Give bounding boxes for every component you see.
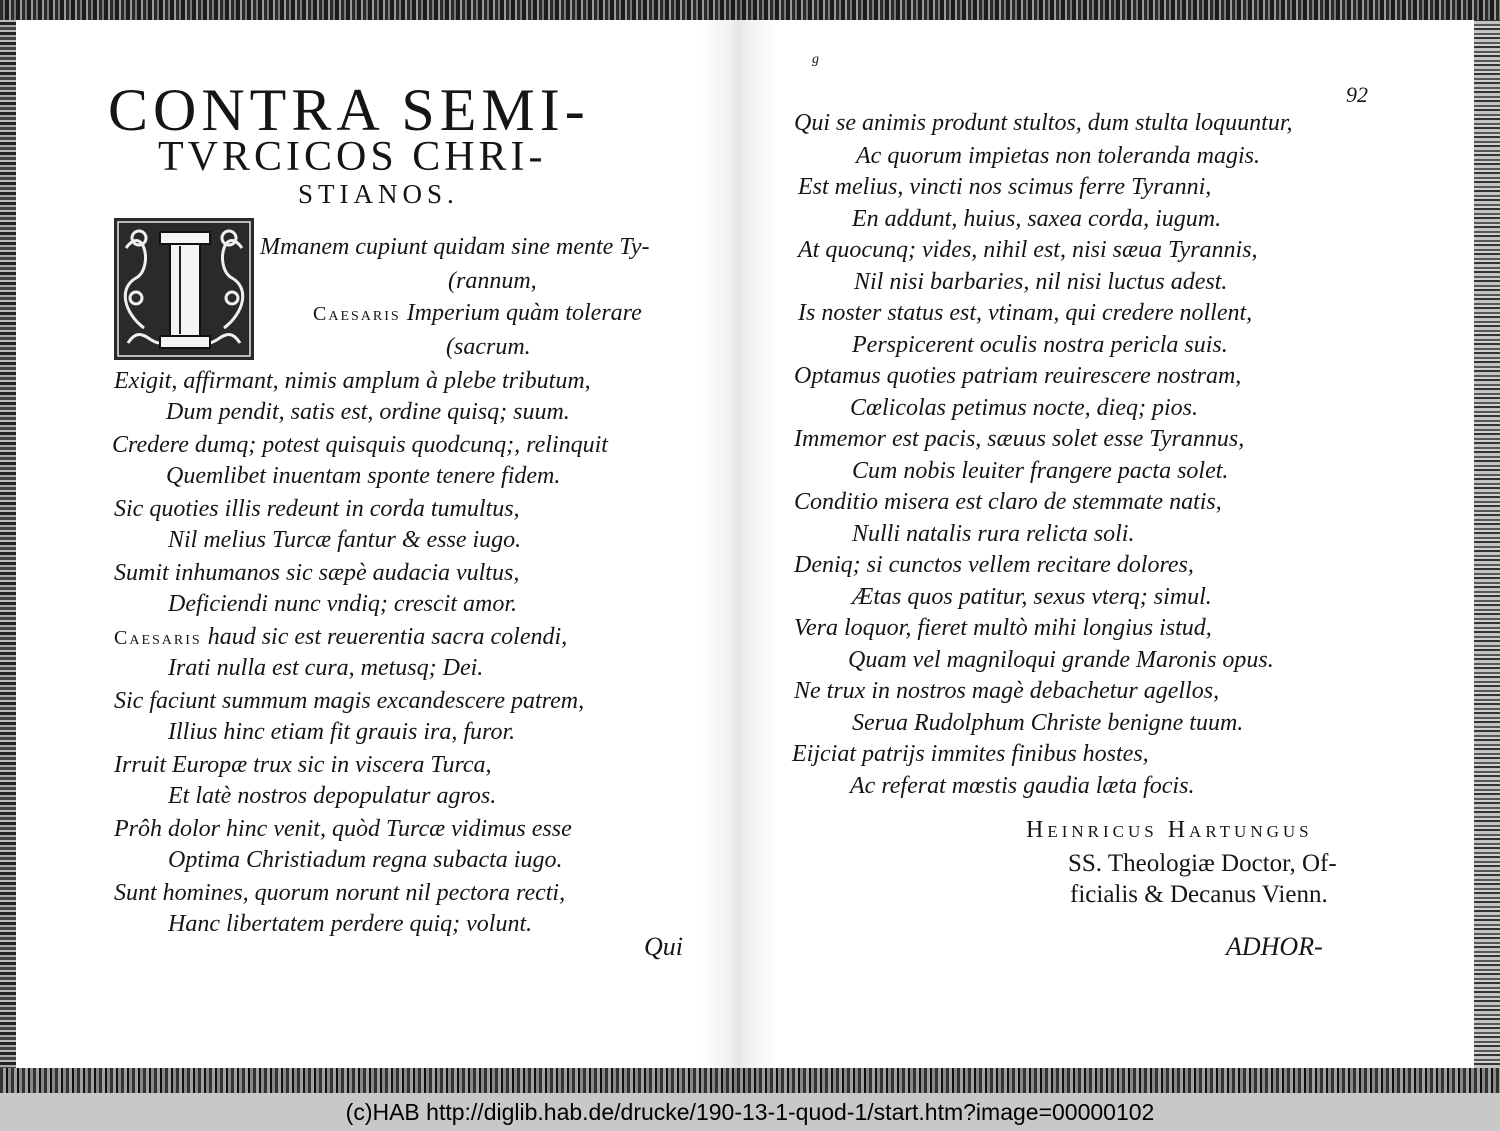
- title-line-2: TVRCICOS CHRI-: [158, 134, 547, 180]
- verse-line: Cœlicolas petimus nocte, dieq; pios.: [850, 395, 1198, 421]
- verse-line: Conditio misera est claro de stemmate natis,: [794, 489, 1222, 515]
- verse-line: Optamus quoties patriam reuirescere nostram,: [794, 363, 1242, 389]
- verse-line: Is noster status est, vtinam, qui credere nollent,: [798, 300, 1253, 326]
- opening-line-2: [313, 298, 642, 329]
- verse-line-text: haud sic est reuerentia sacra colendi,: [207, 624, 568, 650]
- verse-line: Sic faciunt summum magis excandescere patrem,: [114, 688, 585, 714]
- verse-line: Serua Rudolphum Christe benigne tuum.: [852, 710, 1244, 736]
- title-line-3: STIANOS.: [298, 179, 459, 209]
- verse-line: Dum pendit, satis est, ordine quisq; suum.: [166, 399, 570, 425]
- verse-line: Credere dumq; potest quisquis quodcunq;, relinquit: [112, 432, 608, 458]
- verse-line: Hanc libertatem perdere quiq; volunt.: [168, 911, 533, 937]
- opening-line-2-text: Imperium quàm tolerare: [406, 300, 642, 326]
- scan-edge-right: [1474, 20, 1500, 1070]
- verse-line: Sunt homines, quorum norunt nil pectora recti,: [114, 880, 566, 906]
- verse-line: At quocunq; vides, nihil est, nisi sæua Tyrannis,: [798, 237, 1258, 263]
- ornamental-initial-i: [114, 218, 254, 360]
- verse-line: Perspicerent oculis nostra pericla suis.: [852, 332, 1228, 358]
- caesaris-small-caps: Caesaris: [313, 303, 401, 325]
- book-gutter: [700, 0, 778, 1093]
- verse-line: Cum nobis leuiter frangere pacta solet.: [852, 458, 1229, 484]
- verse-line: Nil melius Turcæ fantur & esse iugo.: [168, 527, 522, 553]
- verse-line: Ætas quos patitur, sexus vterq; simul.: [852, 584, 1212, 610]
- scan-edge-left: [0, 20, 16, 1070]
- verse-line: Irruit Europæ trux sic in viscera Turca,: [114, 752, 492, 778]
- verse-line: Eijciat patrijs immites finibus hostes,: [792, 741, 1149, 767]
- source-credit-bar: (c)HAB http://diglib.hab.de/drucke/190-13-1-quod-1/start.htm?image=00000102: [0, 1093, 1500, 1131]
- opening-line-1: Mmanem cupiunt quidam sine mente Ty-: [260, 234, 650, 260]
- verse-line: Ne trux in nostros magè debachetur agellos,: [794, 678, 1220, 704]
- verse-line: Optima Christiadum regna subacta iugo.: [168, 847, 563, 873]
- verse-line: Est melius, vincti nos scimus ferre Tyranni,: [798, 174, 1212, 200]
- verse-line: Ac referat mœstis gaudia læta focis.: [850, 773, 1195, 799]
- verse-line: Sic quoties illis redeunt in corda tumultus,: [114, 496, 520, 522]
- signature-mark: g: [812, 52, 819, 67]
- verse-line: Deniq; si cunctos vellem recitare dolores,: [794, 552, 1194, 578]
- verse-line: Deficiendi nunc vndiq; crescit amor.: [168, 591, 518, 617]
- verse-line: Irati nulla est cura, metusq; Dei.: [168, 655, 484, 681]
- opening-line-2-turnover: (sacrum.: [446, 334, 531, 360]
- verse-line: Exigit, affirmant, nimis amplum à plebe tributum,: [114, 368, 591, 394]
- author-name: Heinricus Hartungus: [1026, 817, 1313, 843]
- verse-line: Ac quorum impietas non toleranda magis.: [856, 143, 1260, 169]
- verse-line: Qui se animis produnt stultos, dum stulta loquuntur,: [794, 110, 1293, 136]
- author-title-line-2: ficialis & Decanus Vienn.: [1070, 881, 1328, 908]
- folio-number: 92: [1346, 82, 1368, 107]
- verse-line: Prôh dolor hinc venit, quòd Turcæ vidimus esse: [114, 816, 572, 842]
- verse-line: Quam vel magniloqui grande Maronis opus.: [848, 647, 1274, 673]
- verse-line: Immemor est pacis, sæuus solet esse Tyrannus,: [794, 426, 1245, 452]
- catchword-right: ADHOR-: [1226, 932, 1323, 961]
- catchword-left: Qui: [644, 932, 683, 961]
- verse-line: Nulli natalis rura relicta soli.: [852, 521, 1135, 547]
- verse-line: [114, 622, 567, 653]
- verse-line: Nil nisi barbaries, nil nisi luctus adest.: [854, 269, 1228, 295]
- verse-line: Quemlibet inuentam sponte tenere fidem.: [166, 463, 561, 489]
- verse-line: Sumit inhumanos sic sæpè audacia vultus,: [114, 560, 520, 586]
- author-title-line-1: SS. Theologiæ Doctor, Of-: [1068, 850, 1337, 877]
- verse-line: Illius hinc etiam fit grauis ira, furor.: [168, 719, 516, 745]
- title-line-1: CONTRA SEMI-: [108, 77, 590, 143]
- verse-line: Vera loquor, fieret multò mihi longius istud,: [794, 615, 1212, 641]
- verse-line: Et latè nostros depopulatur agros.: [168, 783, 497, 809]
- opening-line-1-turnover: (rannum,: [448, 268, 537, 294]
- caesaris-small-caps: Caesaris: [114, 627, 202, 649]
- verse-line: En addunt, huius, saxea corda, iugum.: [852, 206, 1222, 232]
